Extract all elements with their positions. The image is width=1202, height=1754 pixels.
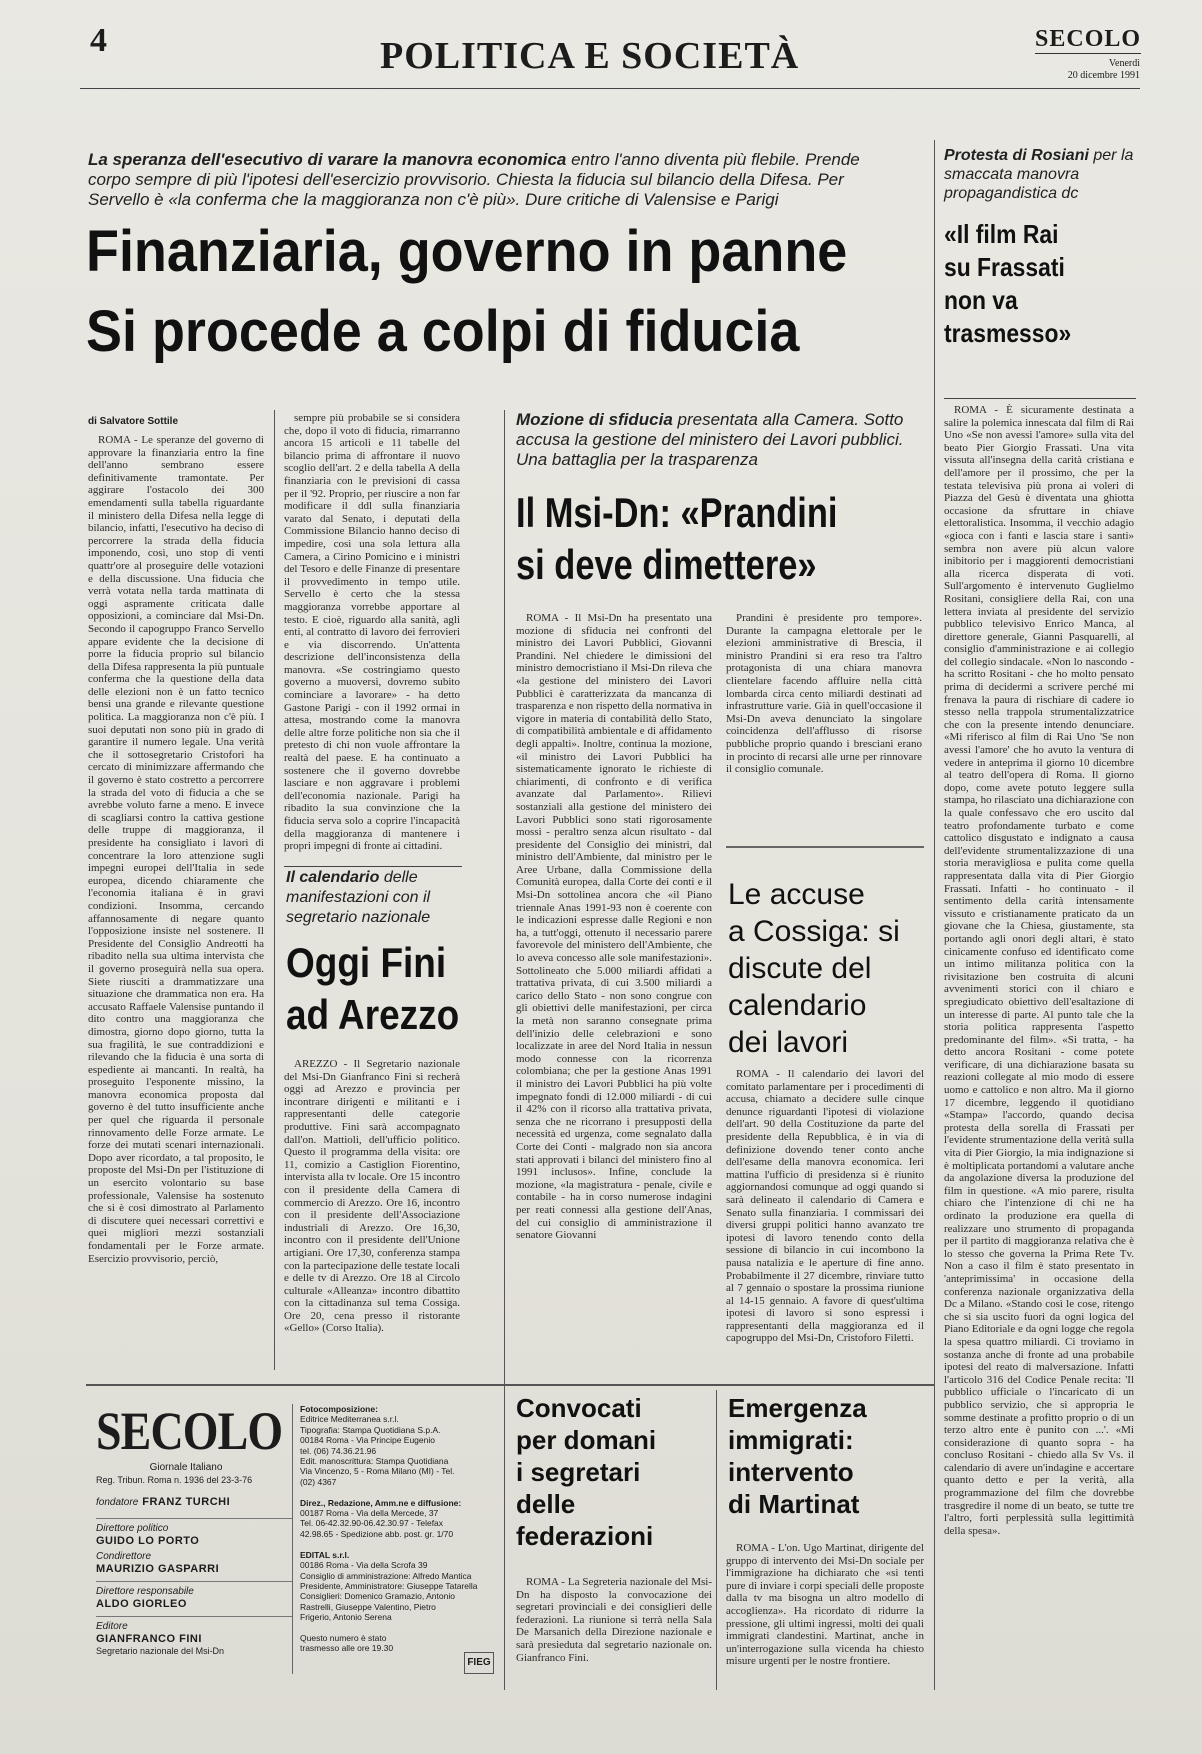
convocati-headline-line: federazioni <box>516 1521 654 1551</box>
director-label: Direttore politico <box>96 1523 169 1534</box>
masthead-registration: Reg. Tribun. Roma n. 1936 del 23-3-76 <box>96 1475 253 1485</box>
rosiani-kicker-text: per la smaccata manovra propagandistica dc <box>944 147 1134 202</box>
msi-body-col1 <box>516 612 712 1380</box>
convocati-headline-line: Convocati <box>516 1393 642 1423</box>
cossiga-headline-line: discute del <box>728 952 872 985</box>
masthead-detail-line: Frigerio, Antonio Serena <box>300 1612 392 1623</box>
convocati-headline-line: i segretari <box>516 1457 641 1487</box>
rosiani-body <box>944 404 1134 1690</box>
masthead-detail-line: 00186 Roma - Via della Scrofa 39 <box>300 1560 428 1571</box>
masthead-detail-line: Editrice Mediterranea s.r.l. <box>300 1414 399 1425</box>
convocati-headline-line: per domani <box>516 1425 657 1455</box>
issue-full-date: 20 dicembre 1991 <box>1067 70 1140 81</box>
immigrati-headline-line: intervento <box>728 1457 854 1487</box>
fini-body <box>284 1058 460 1370</box>
fini-headline-line1: Oggi Fini <box>286 939 447 986</box>
col-divider <box>504 410 505 1690</box>
masthead-detail-line: Fotocomposizione: <box>300 1404 378 1414</box>
rosiani-kicker <box>944 146 1134 203</box>
main-body-col2 <box>284 412 460 853</box>
masthead-detail-line: Edit. manoscrittura: Stampa Quotidiana <box>300 1456 449 1467</box>
section-rule <box>944 398 1136 399</box>
rosiani-headline-line: trasmesso» <box>944 318 1072 348</box>
cossiga-headline-line: dei lavori <box>728 1026 849 1059</box>
header-rule <box>80 88 1140 89</box>
msi-kicker-text: presentata alla Camera. Sotto accusa la gestione del ministero dei Lavori pubblici. Una battaglia per la trasparenza <box>516 410 904 469</box>
publisher-label: Editore <box>96 1621 128 1632</box>
issue-date <box>1030 58 1140 82</box>
fini-headline-line2: ad Arezzo <box>286 991 460 1038</box>
codirector-label: Condirettore <box>96 1551 152 1562</box>
convocati-headline-line: delle <box>516 1489 576 1519</box>
immigrati-headline-line: Emergenza <box>728 1393 867 1423</box>
col-divider <box>274 410 275 1370</box>
immigrati-headline-line: immigrati: <box>728 1425 854 1455</box>
rosiani-body-text: ROMA - È sicuramente destinata a salire la polemica innescata dal film di Rai Uno «Se non avessi l'amore» sulla vita del beato Pier Giorgio Frassati. Una vita vissuta all'insegna della carità cristiana e dell'amore per il prossimo, che per la testata televisiva più prona ai voleri di Piazza del Gesù è diventata una ghiotta occasione da sfruttare in chiave elettoralistica. Insomma, il vecchio adagio «gioca con i fanti e lascia stare i santi» sembra non avere più alcun valore inibitorio per i maggiorenti democristiani alla ricerca disperata di voti. Sull'argomento è intervenuto Guglielmo Rositani, consigliere della Rai, con una lettera inviata al presidente del servizio pubblico televisivo Enrico Manca, al direttore generale, Gianni Pasquarelli, al consiglio d'amministrazione e ai collegio del collegio sindacale. «Non lo nascondo - ha scritto Rositani - che ho molto pensato prima di decidermi a scrivere perché mi frenava la paura di rischiare di cadere io stesso nella trappola strumentalizzatrice che con la presente intendo denunciare. «Mi riferisco al film di Rai Uno 'Se non avessi l'amore' che ho avuto la ventura di vedere in anteprima il giorno 10 dicembre al teatro dell'opera di Roma. Il giorno dopo, come avete potuto leggere sulla stampa, ho rilasciato una dichiarazione con la quale confessavo che ero uscito dal teatro profondamente turbato e come cattolico disgustato e indignato a causa dell'evidente strumentalizzazione di una storia meravigliosa e pulita come quella rappresentata dalla vita di Pier Giorgio Frassati. Infatti - ho continuato - il sentimento della carità intensamente vissuto e cristianamente praticato da un giovane che la Chiesa, giustamente, sta portando agli onori degli altari, è stato cinicamente confuso ed identificato come un intimo militanza politica con la rivisitazione ben costruita di alcuni avvenimenti storici con il chiaro e spregiudicato obiettivo dell'esaltazione di un interesse di parte. Al punto tale che la storia politica rappresenta l'aspetto predominante del film». «Si tratta, - ha detto ancora Rositani - come potete verificare, di una dichiarazione basata su reazioni collegate al mio modo di essere uomo e cattolico e non altro. Ma il giorno 17 dicembre, leggendo il quotidiano «Stampa» l'accordo, quando decisa protesta della sorella di Frassati per l'evidente strumentazione della verità sulla vita di Pier Giorgio, la mia indignazione si è moltiplicata portandomi a valutare anche da angolazione diversa la produzione del film in questione. «A mio parere, risulta chiaro che l'intenzione di chi ne ha ordinato la produzione era quella di realizzare uno strumento di propaganda per il partito di maggioranza relativa che è lo stesso che governa la Prima Rete Tv. Non a caso il film è stato presentato in 'anteprimissima' in occasione della conferenza nazionale organizzativa della Dc a Milano. «Stando così le cose, ritengo che si sia uscito fuori da ogni logica del Piano Editoriale e da ogni logge che regola la spesa quattro miliardi. Ci troviamo in sostanza anche di fronte ad una probabile ipotesi del reato di malversazione. Infatti l'articolo 316 del Codice Penale recita: 'Il pubblico ufficiale o l'incaricato di un pubblico servizio, che si appropria le somme destinate a profitto proprio o di un terzo altro ente è punito con ...'. «Mi considerazione di quanto sopra - ha concluso Rositani - chiedo alla Sv Vs. il calendario di avere un'indagine e accertare quanto detto e per la verità, alla programmazione del film che dovrebbe trasgredire il nome di un beato, se tutte tre l'altro, forti perplessità sulla legittimità della spesa». <box>944 404 1134 1537</box>
rosiani-headline-line: su Frassati <box>944 252 1065 282</box>
resp-director-name: ALDO GIORLEO <box>96 1598 187 1610</box>
main-kicker-bold: La speranza dell'esecutivo di varare la manovra economica <box>88 150 567 169</box>
rosiani-headline-line: «Il film Rai <box>944 219 1059 249</box>
page-number: 4 <box>90 22 107 59</box>
cossiga-body <box>726 1068 924 1380</box>
msi-kicker <box>516 410 936 470</box>
main-headline-line2: Si procede a colpi di fiducia <box>86 299 800 364</box>
masthead-box <box>96 1401 293 1674</box>
resp-director-label: Direttore responsabile <box>96 1586 194 1597</box>
masthead-detail-line: Direz., Redazione, Amm.ne e diffusione: <box>300 1497 462 1508</box>
masthead-detail-line: tel. (06) 74.36.21.96 <box>300 1445 377 1456</box>
fini-body-text: AREZZO - Il Segretario nazionale del Msi-Dn Gianfranco Fini si recherà oggi ad Arezzo e provincia per incontrare dirigenti e militanti e i rappresentanti delle categorie produttive. Fini sarà accompagnato dall'on. Mattioli, dell'ufficio politico. Questo il programma della visita: ore 11, comizio a Castiglion Fiorentino, intervista alla tv locale. Ore 15 incontro con il presidente della Camera di commercio di Arezzo. Ore 16, incontro con il presidente dell'Associazione industriali di Arezzo. Ore 16,30, incontro con il presidente dell'Unione artigiani. Ore 17,30, conferenza stampa con la partecipazione delle testate locali e delle tv di Arezzo. Ore 18 al Circolo culturale «Alleanza» incontro dibattito con la cittadinanza sul tema Cossiga. Ore 20, cena presso il ristorante «Gello» (Corso Italia). <box>284 1058 460 1335</box>
masthead-detail-line: EDITAL s.r.l. <box>300 1549 350 1560</box>
cossiga-headline <box>728 876 928 1061</box>
masthead-detail-line <box>300 1539 494 1549</box>
masthead-details-list <box>300 1404 494 1654</box>
fini-kicker-text: delle manifestazioni con il segretario nazionale <box>286 869 431 926</box>
cossiga-body-text: ROMA - Il calendario dei lavori del comitato parlamentare per i procedimenti di accusa, chiamato a decidere sulle cinque denunce riguardanti l'ipotesi di violazione dell'art. 90 della Costituzione da parte del presidente della Repubblica, è in via di definizione dovendo tener conto anche dell'esame della manovra economica. Ieri mattina l'ufficio di presidenza si è riunito aggiornandosi comunque ad oggi quando si sarà delineato il calendario di Camera e Senato sulla finanziaria. I commissari dei diversi gruppi politici hanno avanzato tre ipotesi di lavoro tenendo conto della sessione di bilancio in cui incombono la pausa natalizia e le aperture di fine anno. Probabilmente il 27 dicembre, rinviare tutto al 7 gennaio o spostare la prossima riunione al 14-15 gennaio. A favore di quest'ultima ipotesi di lavoro si sono espressi i rappresentanti della maggioranza ed il capogruppo del Msi-Dn, Cristoforo Filetti. <box>726 1068 924 1345</box>
main-headline-line1: Finanziaria, governo in panne <box>86 219 848 284</box>
col-divider <box>716 1390 717 1690</box>
immigrati-body <box>726 1542 924 1686</box>
masthead-detail-line: Questo numero è stato <box>300 1632 387 1643</box>
main-body-col1 <box>88 434 264 1374</box>
masthead-detail-line: Via Vincenzo, 5 - Roma Milano (MI) - Tel. <box>300 1466 455 1477</box>
publisher-note: Segretario nazionale del Msi-Dn <box>96 1646 225 1656</box>
convocati-body <box>516 1576 712 1686</box>
section-rule <box>284 866 462 867</box>
masthead-detail-line: 42.98.65 - Spedizione abb. post. gr. 1/70 <box>300 1528 454 1539</box>
masthead-detail-line: trasmesso alle ore 19.30 <box>300 1643 394 1654</box>
convocati-body-text: ROMA - La Segreteria nazionale del Msi-Dn ha disposto la convocazione dei segretari provinciali e dei consiglieri delle federazioni. La riunione si terrà nella Sala De Marsanich della Direzione nazionale e sarà presieduta dal segretario nazionale on. Gianfranco Fini. <box>516 1576 712 1664</box>
issue-weekday: Venerdì <box>1108 58 1140 69</box>
founder-name: FRANZ TURCHI <box>142 1496 231 1508</box>
masthead-detail-line <box>300 1623 494 1633</box>
immigrati-headline-line: di Martinat <box>728 1489 860 1519</box>
msi-body-col2-text: Prandini è presidente pro tempore». Durante la campagna elettorale per le elezioni amministrative di Brescia, il ministro Prandini si era reso tra l'altro protagonista di una chiara manovra clientelare facendo affluire nella città lombarda circa cento miliardi destinati ad infrastrutture varie. Già in quell'occasione il Msi-Dn aveva denunciato la singolare coincidenza dell'afflusso di risorse pubbliche proprio quando i bresciani erano in procinto di recarsi alle urne per rinnovare il consiglio comunale. <box>726 612 922 776</box>
masthead-detail-line: Tel. 06-42.32.90-06.42.30.97 - Telefax <box>300 1518 444 1529</box>
masthead-detail-line: 00184 Roma - Via Principe Eugenio <box>300 1435 435 1446</box>
msi-kicker-bold: Mozione di sfiducia <box>516 410 673 429</box>
masthead-detail-line <box>300 1487 494 1497</box>
founder-label: fondatore <box>96 1497 139 1508</box>
section-title: POLITICA E SOCIETÀ <box>380 35 800 77</box>
rosiani-headline-line: non va <box>944 285 1018 315</box>
rosiani-headline <box>944 218 1120 350</box>
fini-kicker <box>286 868 462 928</box>
fini-kicker-bold: Il calendario <box>286 869 380 886</box>
cossiga-headline-line: calendario <box>728 989 867 1022</box>
immigrati-body-text: ROMA - L'on. Ugo Martinat, dirigente del gruppo di intervento dei Msi-Dn sociale per l'immigrazione ha dichiarato che «si tenti pure di inviare i corpi speciali delle proposte dalla tv ma bisogna un altro modello di accoglienza». Ha ricordato di ridurre la pressione, gli ultimi ingressi, molti dei quali immigrati clandestini. Martinat, anche in un'interrogazione sulla vicenda ha chiesto misure urgenti per le nostre frontiere. <box>726 1542 924 1668</box>
rosiani-kicker-bold: Protesta di Rosiani <box>944 147 1089 164</box>
main-kicker-text: entro l'anno diventa più flebile. Prende corpo sempre di più l'ipotesi dell'esercizio provvisorio. Chiesta la fiducia sul bilancio della Difesa. Per Servello è «la conferma che la maggioranza non c'è più». Dure critiche di Valensise e Parigi <box>88 150 860 209</box>
masthead-logo-small: SECOLO <box>1035 26 1142 52</box>
main-body-col1-text: ROMA - Le speranze del governo di approvare la finanziaria entro la fine dell'anno sembrano essere definitivamente tramontate. Per aggirare l'ostacolo dei 300 emendamenti sulla tabella riguardante il ministero della Difesa nella legge di bilancio, infatti, l'esecutivo ha deciso di percorrere la strada della fiducia imponendo, così, uno stop di venti quattr'ore al proseguire delle votazioni e della discussione. Una fiducia che verrà votata nella tarda mattinata di oggi aspramente criticata dalle opposizioni, a cominciare dal Msi-Dn. Secondo il capogruppo Franco Servello appare evidente che la decisione di porre la fiducia proprio sul bilancio della Difesa rappresenta la più puntuale conferma che la questione della data delle elezioni non è un fatto tecnico bensì una grande e rilevante questione politica. La maggioranza non c'è più. I suoi deputati non sono più in grado di garantire il numero legale. Una verità che il sottosegretario Cristofori ha cercato di minimizzare affermando che il governo è stato costretto a percorrere la strada del voto di fiducia a che se avrebbe voluto farne a meno. E invece di scagliarsi contro la cattiva gestione delle truppe di maggioranza, il presidente ha consigliato i lavori di concentrare la loro attenzione sugli impegni europei dell'Italia in sede europea, dicendo chiaramente che l'economia italiana è in gravi condizioni. Insomma, cercando affannosamente di negare quanto l'opposizione insiste nel sostenere. Il Presidente del Consiglio Andreotti ha ribadito nella sua ultima intervista che il governo proseguirà nella sua opera. Siete riusciti a drammatizzare una situazione che drammatica non era. Ha accusato Raffaele Valensise puntando il dito contro una maggioranza che dimostra, giorno dopo giorno, tutta la sua fragilità, le sue contraddizioni e rilevando che la fiducia è una sorta di espediente ai mancanti. In realtà, ha proseguito l'esponente missino, la manovra economica proposta dal governo è del tutto insufficiente anche per quel che riguarda il personale rinnovamento delle Forze armate. Le forze dei mutati scenari internazionali. Dopo aver ricordato, a tal proposito, le proposte del Msi-Dn per l'istituzione di un esercito volontario su base professionale, Valensise ha sostenuto che si è così dimostrato al Parlamento di discutere quei necessari correttivi e quei migliori mezzi sostanziali fondamentali per le Forze armate. Esercizio provvisorio, perciò, <box>88 434 264 1265</box>
section-rule <box>726 846 924 848</box>
bottom-section-rule <box>86 1384 934 1386</box>
codirector-name: MAURIZIO GASPARRI <box>96 1563 220 1575</box>
main-kicker <box>88 150 868 210</box>
convocati-headline <box>516 1392 712 1552</box>
msi-headline-line1: Il Msi-Dn: «Prandini <box>516 489 838 536</box>
main-body-col2-text: sempre più probabile se si considera che, dopo il voto di fiducia, rimarranno ancora 15 articoli e 11 tabelle del bilancio prima di affrontare il nuovo scoglio dell'art. 2 e della tabella A della finanziaria con le previsioni di cassa per il '92. Proprio, per riuscire a non far modificare il ddl sulla finanziaria varato dal Senato, i deputati della Commissione Bilancio hanno deciso di impedire, così una sola lettura alla Camera, a Cirino Pomicino e i ministri del Tesoro e delle Finanze di presentare il provvedimento in tempo utile. Servello è certo che la stessa maggioranza vorrebbe apportare al testo. E cioè, riguardo alla sanità, agli enti, al contratto di lavoro dei ferrovieri e via discorrendo. Un'attenta descrizione dell'inconsistenza della manovra. «Se costringiamo questo governo a muoversi, dovremo subito cominciare a lavorare» - ha detto Gastone Parigi - con il 1992 ormai in attesa, mostrando come la manovra delle altre forze politiche non sia che il pretesto di chi non vuole affrontare la realtà del paese. E ha continuato a sostenere che il governo dovrebbe lasciare e non aggravare i problemi dell'economia nazionale. Parigi ha ribadito la sua convinzione che la fiducia serva solo a coprire l'incapacità della maggioranza di mantenere i propri impegni di fronte ai cittadini. <box>284 412 460 853</box>
col-divider <box>934 140 935 1690</box>
cossiga-headline-line: Le accuse <box>728 878 865 911</box>
main-byline: di Salvatore Sottile <box>88 416 179 427</box>
masthead-detail-line: Rastrelli, Giuseppe Valentino, Pietro <box>300 1601 436 1612</box>
masthead-detail-line: Presidente, Amministratore: Giuseppe Tatarella <box>300 1580 478 1591</box>
masthead-detail-line: Tipografia: Stampa Quotidiana S.p.A. <box>300 1424 441 1435</box>
masthead-detail-line: (02) 4367 <box>300 1476 337 1487</box>
msi-body-col2 <box>726 612 922 834</box>
masthead-subtitle: Giornale Italiano <box>149 1462 223 1473</box>
immigrati-headline <box>728 1392 928 1520</box>
msi-body-col1-text: ROMA - Il Msi-Dn ha presentato una mozione di sfiducia nei confronti del ministro dei Lavori Pubblici, Giovanni Prandini. Nel chiedere le dimissioni del ministro democristiano il Msi-Dn rileva che «la gestione del ministero dei Lavori Pubblici è caratterizzata da mancanza di trasparenza e non rispetto della normativa in vigore in materia di contabilità dello Stato, di compatibilità ambientale e di affidamento degli appalti». Inoltre, continua la mozione, «il ministro dei Lavori Pubblici ha sistematicamente ignorato le richieste di chiarimenti, di confronto e di verifica avanzate dal Parlamento». Rilievi sostanziali alla gestione del ministero dei Lavori Pubblici sono stati rigorosamente mossi - peraltro senza alcun risultato - dal presidente del Consiglio dei ministri, dal ministro dell'Ambiente, dal ministro per le Aree Urbane, dalla Commissione della Comunità europea, dalla Corte dei conti e il Msi-Dn sottolinea ancora che «il Piano triennale Anas 1991-93 non è coerente con le indicazioni espresse dalle Regioni e non ha, a tutt'oggi, ottenuto il necessario parere favorevole del ministero dell'Ambiente, che lo aveva concesso alle sole manifestazioni». Sottolineato che 5.000 miliardi affidati a trattativa privata, di cui 3.500 miliardi a carico dello Stato - non sono congrue con gli obiettivi delle manifestazioni, per circa la metà non saranno consegnate prima dell'inizio delle celebrazioni e sono localizzate in aree del Nord Italia in nessun modo connesse con la ricorrenza colombiana; che per la gestione Anas 1991 il ministro dei Lavori Pubblici ha più volte impegnato fondi di 12.000 miliardi - di cui il 42% con il ricorso alla trattativa privata, senza che ne ricorrano i presupposti della necessità ed urgenza, come segnalato dalla Corte dei Conti - malgrado non sia ancora stati approvati i bilanci del ministero fino al 1991 inclusos». Infine, conclude la mozione, «la magistratura - penale, civile e contabile - ha in corso numerose indagini per reati connessi alla gestione dell'Anas, del cui consiglio di amministrazione il senatore Giovanni <box>516 612 712 1242</box>
director-name: GUIDO LO PORTO <box>96 1535 200 1547</box>
masthead-detail-line: 00187 Roma - Via della Mercede, 37 <box>300 1508 439 1519</box>
masthead-detail-line: Consiglio di amministrazione: Alfredo Mantica <box>300 1570 472 1581</box>
masthead-details <box>300 1404 494 1674</box>
msi-headline-line2: si deve dimettere» <box>516 541 817 588</box>
masthead-detail-line: Consiglieri: Domenico Gramazio, Antonio <box>300 1591 455 1602</box>
publisher-name: GIANFRANCO FINI <box>96 1633 202 1645</box>
cossiga-headline-line: a Cossiga: si <box>728 915 900 948</box>
fieg-stamp: FIEG <box>464 1652 494 1674</box>
masthead-logo: SECOLO <box>96 1401 283 1461</box>
